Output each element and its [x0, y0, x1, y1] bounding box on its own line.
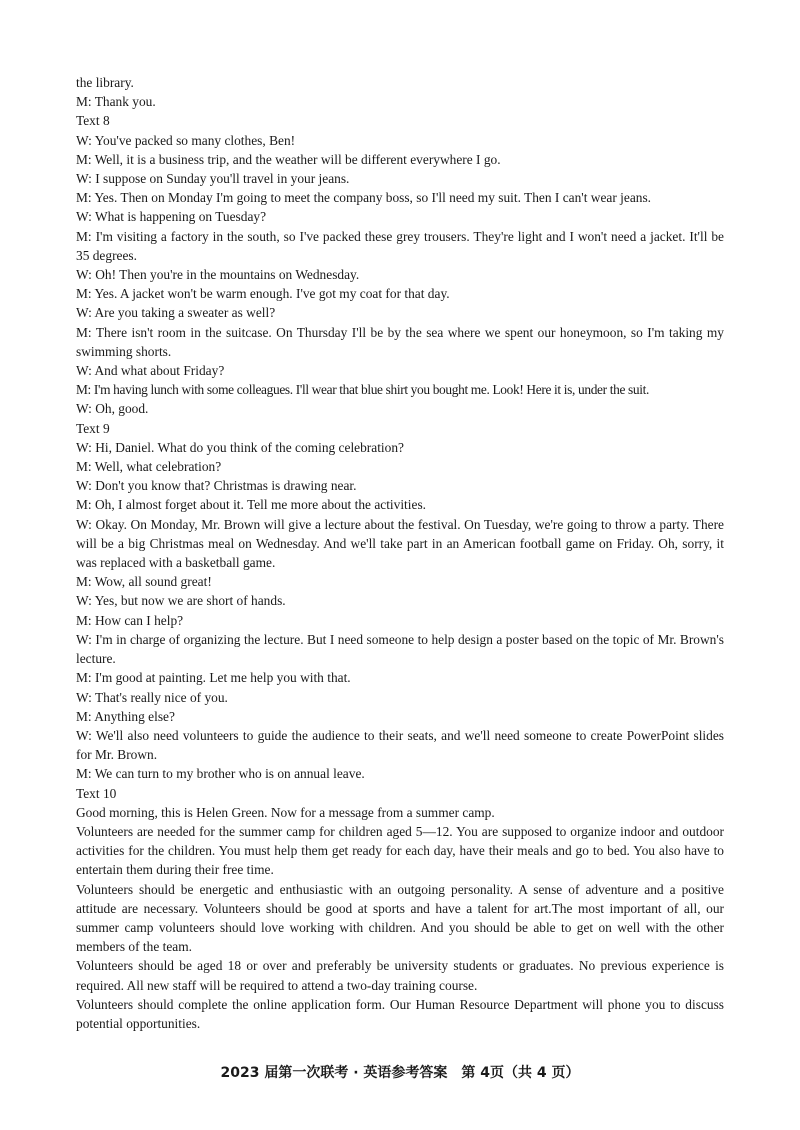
section-heading: Text 9 — [76, 420, 110, 436]
text-line: W: You've packed so many clothes, Ben! — [76, 132, 296, 148]
text-line: W: Yes, but now we are short of hands. — [76, 593, 286, 609]
text-line: M: Oh, I almost forget about it. Tell me more about the activities. — [76, 497, 426, 513]
text-line: W: Hi, Daniel. What do you think of the coming celebration? — [76, 439, 404, 455]
text-line: M: Wow, all sound great! — [76, 574, 212, 590]
text-line: M: We can turn to my brother who is on annual leave. — [76, 766, 365, 782]
text-line: M: Well, what celebration? — [76, 459, 222, 475]
text-line: M: There isn't room in the suitcase. On Thursday I'll be by the sea where we spent our honeymoon, so I'm taking my swimming shorts. — [76, 324, 724, 359]
text-line: W: I'm in charge of organizing the lecture. But I need someone to help design a poster based on the topic of Mr. Brown's lecture. — [76, 631, 724, 667]
page-footer: 2023 届第一次联考 · 英语参考答案 第 4页（共 4 页） — [220, 1065, 580, 1081]
text-line: M: I'm good at painting. Let me help you with that. — [76, 670, 351, 686]
section-heading: Text 10 — [76, 785, 117, 801]
text-line: M: Thank you. — [76, 94, 156, 110]
text-line: M: Yes. Then on Monday I'm going to meet the company boss, so I'll need my suit. Then I can't wear jeans. — [76, 190, 652, 206]
text-line: M: Yes. A jacket won't be warm enough. I've got my coat for that day. — [76, 286, 450, 302]
text-paragraph: Volunteers should be energetic and enthusiastic with an outgoing personality. A sense of adventure and a positive attitude are necessary. Volunteers should be good at sports and have a talent for art.The most important of all, our summer camp volunteers should love working with children. And you should be able to get on well with the other members of the team. — [76, 881, 724, 955]
text-line: M: How can I help? — [76, 612, 184, 628]
text-line: W: What is happening on Tuesday? — [76, 209, 267, 225]
text-line: W: Don't you know that? Christmas is drawing near. — [76, 478, 357, 494]
text-line: M: Well, it is a business trip, and the weather will be different everywhere I go. — [76, 151, 501, 167]
text-line: M: Anything else? — [76, 708, 175, 724]
text-paragraph: Volunteers should be aged 18 or over and preferably be university students or graduates. No previous experience is required. All new staff will be required to attend a two-day training course. — [76, 958, 724, 993]
text-line: W: I suppose on Sunday you'll travel in your jeans. — [76, 171, 350, 187]
text-line: W: Okay. On Monday, Mr. Brown will give a lecture about the festival. On Tuesday, we're going to throw a party. There will be a big Christmas meal on Wednesday. And we'll take part in an American football game on Friday. Oh, sorry, it was replaced with a basketball game. — [76, 516, 724, 571]
document-body — [76, 73, 724, 1033]
text-paragraph: Volunteers should complete the online application form. Our Human Resource Department will phone you to discuss potential opportunities. — [76, 996, 724, 1031]
text-line: M: I'm having lunch with some colleagues. I'll wear that blue shirt you bought me. Look! Here it is, under the suit. — [76, 382, 650, 398]
text-paragraph: Volunteers are needed for the summer camp for children aged 5—12. You are supposed to organize indoor and outdoor activities for the children. You must help them get ready for each day, have their meals and go to bed. You also have to entertain them during their free time. — [76, 823, 724, 878]
text-line: W: And what about Friday? — [76, 363, 225, 379]
text-line: W: That's really nice of you. — [76, 689, 228, 705]
text-line: W: We'll also need volunteers to guide the audience to their seats, and we'll need someone to create PowerPoint slides for Mr. Brown. — [76, 727, 724, 763]
text-line: Good morning, this is Helen Green. Now for a message from a summer camp. — [76, 804, 495, 820]
section-heading: Text 8 — [76, 113, 110, 129]
text-line: the library. — [76, 75, 134, 90]
text-line: M: I'm visiting a factory in the south, so I've packed these grey trousers. They're light and I won't need a jacket. It'll be 35 degrees. — [76, 228, 724, 263]
text-line: W: Oh! Then you're in the mountains on Wednesday. — [76, 267, 360, 283]
text-line: W: Oh, good. — [76, 401, 149, 417]
text-line: W: Are you taking a sweater as well? — [76, 305, 276, 321]
